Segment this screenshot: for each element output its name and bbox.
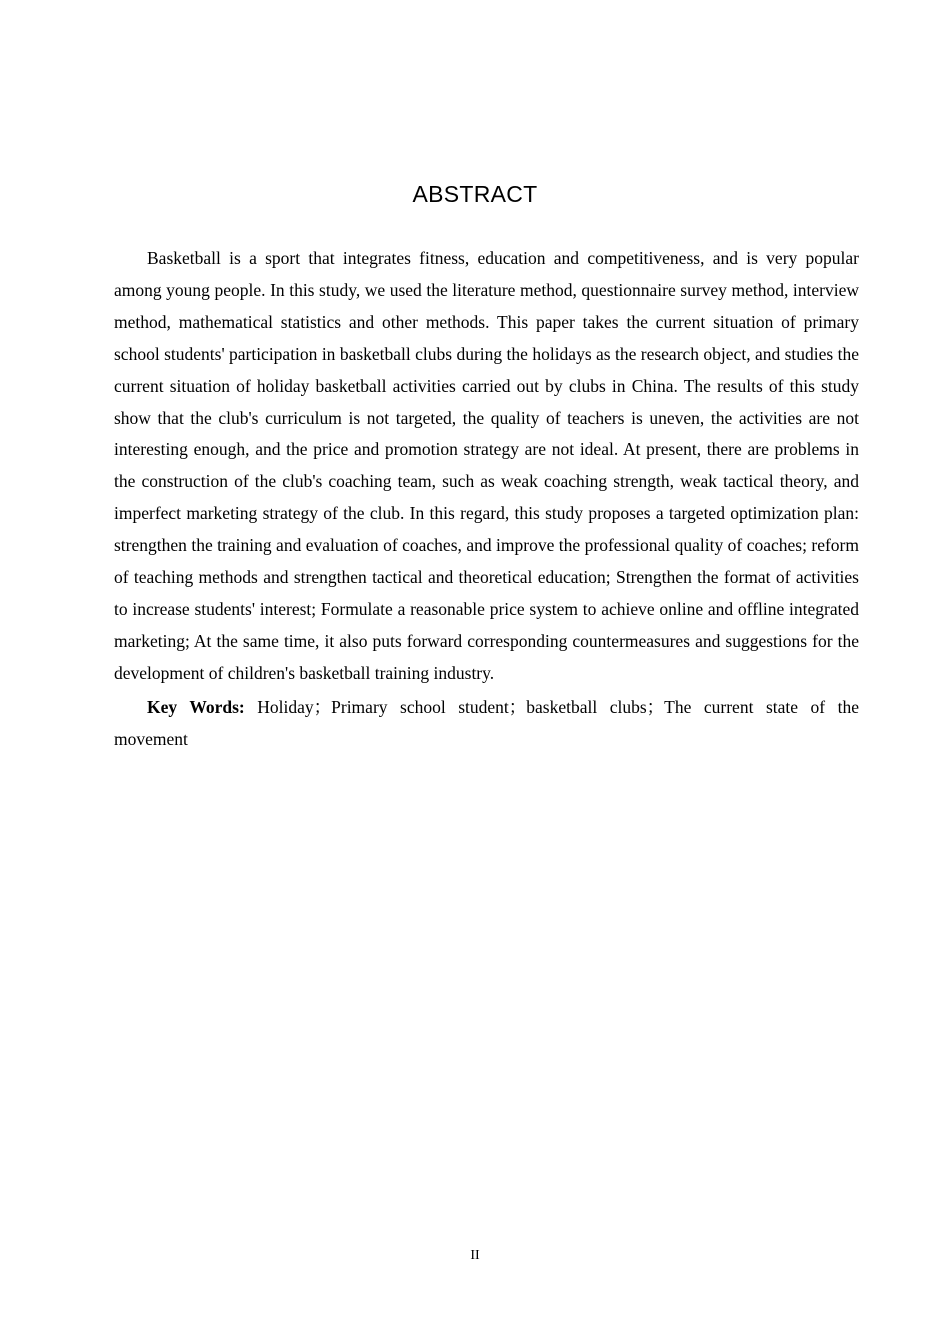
keywords-paragraph <box>114 692 859 756</box>
abstract-body <box>114 243 859 756</box>
page-number: II <box>470 1248 480 1263</box>
abstract-paragraph: Basketball is a sport that integrates fitness, education and competitiveness, and is very popular among young people. In this study, we used the literature method, questionnaire survey method, interview method, mathematical statistics and other methods. This paper takes the current situation of primary school students' participation in basketball clubs during the holidays as the research object, and studies the current situation of holiday basketball activities carried out by clubs in China. The results of this study show that the club's curriculum is not targeted, the quality of teachers is uneven, the activities are not interesting enough, and the price and promotion strategy are not ideal. At present, there are problems in the construction of the club's coaching team, such as weak coaching strength, weak tactical theory, and imperfect marketing strategy of the club. In this regard, this study proposes a targeted optimization plan: strengthen the training and evaluation of coaches, and improve the professional quality of coaches; reform of teaching methods and strengthen tactical and theoretical education; Strengthen the format of activities to increase students' interest; Formulate a reasonable price system to achieve online and offline integrated marketing; At the same time, it also puts forward corresponding countermeasures and suggestions for the development of children's basketball training industry. <box>114 248 859 683</box>
keywords-label: Key Words: <box>147 696 245 717</box>
keywords-text: Holiday；Primary school student；basketball clubs；The current state of the movement <box>114 696 859 749</box>
abstract-title: ABSTRACT <box>412 181 538 207</box>
